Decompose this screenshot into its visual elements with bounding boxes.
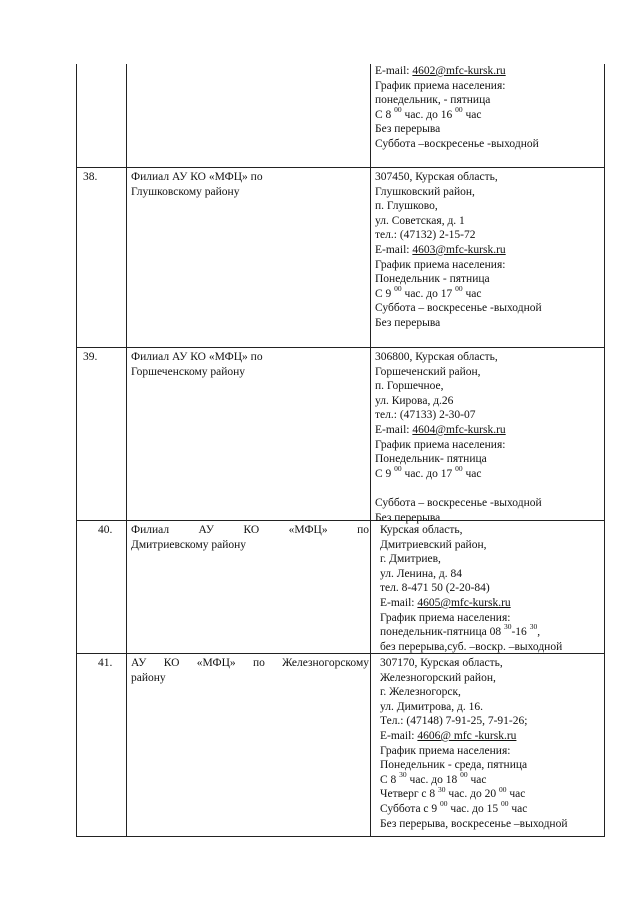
email-line — [375, 64, 506, 79]
branch-detail-line: ул. Димитрова, д. 16. — [380, 700, 483, 713]
branch-detail-line: Суббота – воскресенье -выходной — [375, 302, 542, 315]
branch-detail-line: понедельник, - пятница — [375, 94, 491, 107]
branch-detail-line: г. Дмитриев, — [380, 553, 441, 566]
branch-detail-line: ул. Советская, д. 1 — [375, 214, 465, 227]
time-minutes-superscript: 00 — [394, 283, 402, 293]
table-column-rule — [604, 64, 605, 836]
table-row-rule — [76, 836, 605, 837]
row-number: 40. — [98, 524, 113, 536]
email-line — [380, 729, 516, 744]
branch-name-line: Дмитриевскому району — [131, 538, 247, 551]
time-text: час — [462, 287, 482, 300]
email-label: E-mail: — [375, 65, 413, 77]
table-row-rule — [76, 167, 605, 168]
schedule-time-line — [380, 769, 487, 788]
branch-detail-line: Горшеченский район, — [375, 365, 481, 378]
time-text: С 9 — [375, 287, 395, 300]
branch-detail-line: без перерыва,суб. –воскр. –выходной — [380, 640, 563, 653]
time-text: С 9 — [375, 467, 395, 480]
table-column-rule — [76, 64, 77, 836]
table-column-rule — [126, 64, 127, 836]
time-minutes-superscript: 30 — [399, 769, 407, 779]
time-text: -16 — [511, 626, 530, 639]
branch-name-word: Железногорскому — [282, 657, 369, 669]
branch-detail-line: График приема населения: — [380, 611, 511, 624]
schedule-time-line — [380, 622, 541, 640]
branch-name-word: КО — [243, 524, 260, 536]
email-link[interactable]: 4605@mfc-kursk.ru — [417, 597, 511, 609]
time-minutes-superscript: 30 — [503, 622, 512, 632]
time-text: час. до 17 — [401, 287, 456, 300]
schedule-time-line — [375, 104, 482, 123]
branch-name-word: «МФЦ» — [196, 657, 236, 669]
schedule-time-line — [380, 799, 528, 817]
branch-name-line: Глушковскому району — [131, 185, 240, 198]
time-text: час — [508, 803, 528, 815]
branch-name-word: «МФЦ» — [288, 524, 328, 536]
time-minutes-superscript: 00 — [501, 799, 509, 809]
time-minutes-superscript: 30 — [529, 622, 538, 632]
row-number: 41. — [98, 657, 113, 669]
email-link[interactable]: 4606@ mfc -kursk.ru — [417, 730, 517, 742]
time-text: час. до 20 — [445, 788, 499, 801]
row-number: 39. — [83, 351, 98, 363]
time-text: С 8 — [375, 108, 395, 121]
branch-name-justified-line — [131, 523, 369, 538]
time-text: час. до 15 — [447, 803, 502, 815]
time-minutes-superscript: 00 — [455, 463, 463, 473]
time-text: час. до 18 — [406, 773, 461, 786]
branch-name-line: Филиал АУ КО «МФЦ» по — [131, 171, 263, 183]
branch-name-word: по — [357, 524, 369, 536]
time-text: час — [462, 108, 482, 121]
schedule-time-line — [375, 463, 482, 482]
email-line — [375, 423, 506, 438]
email-line — [380, 596, 511, 611]
branch-detail-line: График приема населения: — [375, 438, 506, 451]
time-text: час. до 17 — [401, 467, 456, 480]
time-text: час — [467, 773, 487, 786]
branch-name-word: КО — [163, 657, 180, 669]
branch-name-word: АУ — [131, 657, 147, 669]
branch-detail-line: Без перерыва — [375, 317, 441, 329]
branch-detail-line: 307450, Курская область, — [375, 171, 498, 183]
time-minutes-superscript: 00 — [440, 799, 448, 809]
table-row-rule — [76, 520, 605, 521]
branch-detail-line: ул. Ленина, д. 84 — [380, 567, 462, 580]
email-label: E-mail: — [375, 244, 413, 256]
branch-name-justified-line — [131, 656, 369, 671]
branch-detail-line: Без перерыва — [375, 123, 441, 136]
branch-detail-line: Понедельник- пятница — [375, 453, 487, 466]
time-minutes-superscript: 00 — [499, 784, 507, 794]
time-minutes-superscript: 00 — [455, 104, 463, 114]
time-text: понедельник-пятница 08 — [380, 626, 504, 639]
email-link[interactable]: 4604@mfc-kursk.ru — [412, 424, 506, 436]
branch-detail-line: Без перерыва, воскресенье –выходной — [380, 817, 568, 830]
branch-detail-line: 307170, Курская область, — [380, 657, 503, 669]
email-link[interactable]: 4602@mfc-kursk.ru — [412, 65, 506, 77]
branch-detail-line: ул. Кирова, д.26 — [375, 394, 454, 407]
branch-detail-line: Тел.: (47148) 7-91-25, 7-91-26; — [380, 715, 528, 728]
branch-detail-line: п. Глушково, — [375, 200, 438, 213]
branch-detail-line: г. Железногорск, — [380, 686, 461, 699]
time-minutes-superscript: 00 — [460, 769, 468, 779]
time-text: Четверг с 8 — [380, 788, 439, 801]
time-text: час. до 16 — [401, 108, 456, 121]
email-label: E-mail: — [375, 424, 413, 436]
branch-name-word: по — [252, 657, 265, 669]
row-number: 38. — [83, 171, 98, 183]
time-minutes-superscript: 00 — [394, 463, 402, 473]
branch-detail-line: Дмитриевский район, — [380, 538, 487, 551]
branch-detail-line: п. Горшечное, — [375, 380, 444, 393]
table-column-rule — [370, 64, 371, 836]
branch-name-line: Филиал АУ КО «МФЦ» по — [131, 351, 263, 363]
branch-detail-line: 306800, Курская область, — [375, 351, 498, 363]
branch-detail-line: Железногорский район, — [380, 671, 496, 684]
schedule-time-line — [375, 283, 482, 302]
email-line — [375, 243, 506, 258]
branch-name-line: району — [131, 671, 166, 684]
branch-detail-line: Глушковский район, — [375, 185, 475, 198]
branch-detail-line: График приема населения: — [375, 79, 506, 92]
branch-detail-line: График приема населения: — [380, 744, 511, 757]
branch-detail-line: Суббота – воскресенье -выходной — [375, 497, 542, 509]
time-text: час — [462, 467, 482, 480]
branch-name-word: АУ — [198, 524, 214, 536]
branch-detail-line: Суббота –воскресенье -выходной — [375, 138, 539, 150]
branch-detail-line: Без перерыва — [375, 511, 441, 524]
branch-detail-line: тел.: (47132) 2-15-72 — [375, 229, 476, 242]
branch-detail-line: тел.: (47133) 2-30-07 — [375, 409, 476, 422]
time-text: С 8 — [380, 773, 400, 786]
email-label: E-mail: — [380, 597, 418, 609]
branch-name-word: Филиал — [131, 524, 170, 536]
branch-detail-line: тел. 8-471 50 (2-20-84) — [380, 582, 490, 595]
time-minutes-superscript: 00 — [455, 283, 463, 293]
branch-name-line: Горшеченскому району — [131, 365, 246, 378]
branch-detail-line: Понедельник - пятница — [375, 273, 490, 286]
time-text: Суббота с 9 — [380, 803, 441, 815]
time-text: , — [537, 626, 541, 639]
email-label: E-mail: — [380, 730, 418, 742]
branch-detail-line: График приема населения: — [375, 258, 506, 271]
time-text: час — [506, 788, 526, 801]
email-link[interactable]: 4603@mfc-kursk.ru — [412, 244, 506, 256]
time-minutes-superscript: 30 — [438, 784, 446, 794]
time-minutes-superscript: 00 — [394, 104, 402, 114]
branch-detail-line: Понедельник - среда, пятница — [380, 759, 528, 772]
table-row-rule — [76, 347, 605, 348]
branch-detail-line: Курская область, — [380, 524, 463, 536]
